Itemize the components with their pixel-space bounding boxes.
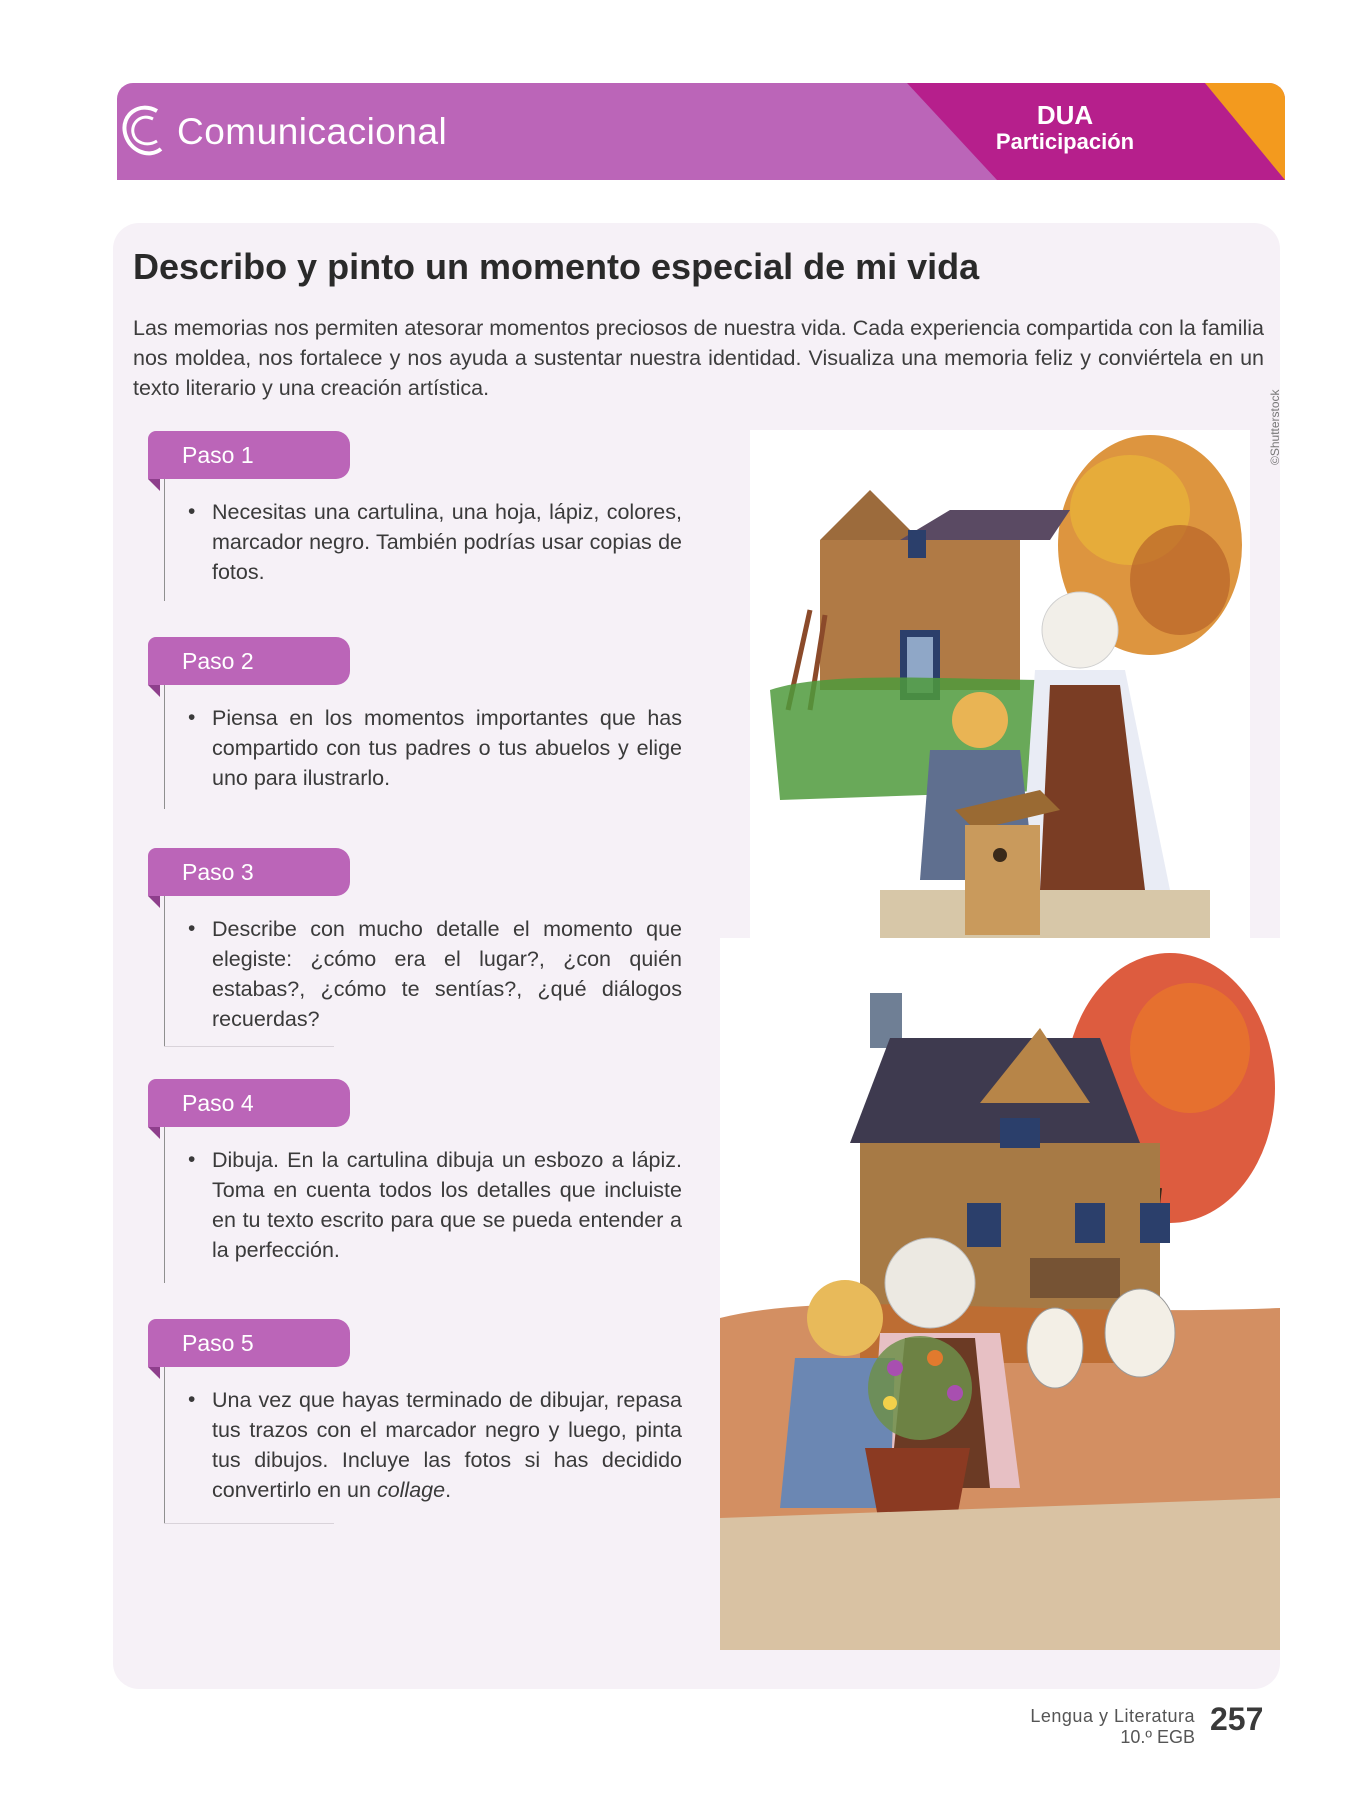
step-4-label: Paso 4 [182, 1090, 254, 1116]
step-rule [164, 896, 165, 1046]
section-banner [117, 83, 1285, 180]
step-bottom-rule [164, 1523, 334, 1524]
bullet-icon: • [188, 1148, 196, 1171]
step-5-list [148, 1385, 683, 1505]
bullet-icon: • [188, 917, 196, 940]
step-1 [148, 431, 683, 587]
tab-fold [148, 896, 160, 908]
bullet-icon: • [188, 1388, 196, 1411]
step-2-item [188, 703, 682, 793]
step-2-label: Paso 2 [182, 648, 254, 674]
step-bottom-rule [164, 1046, 334, 1047]
step-3-list [148, 914, 683, 1034]
step-2-tab [148, 637, 350, 685]
step-5-text: Una vez que hayas terminado de dibujar, repasa tus trazos con el marcador negro y luego, pinta tus dibujos. Incluye las fotos si has decidido convertirlo en un [212, 1388, 682, 1502]
activity-intro: Las memorias nos permiten atesorar momentos preciosos de nuestra vida. Cada experiencia compartida con la familia nos moldea, nos fortalece y nos ayuda a sustentar nuestra identidad. Visualiza una memoria feliz y conviértela en un texto literario y una creación artística. [133, 316, 1264, 400]
step-rule [164, 1127, 165, 1283]
c-swirl-logo-icon [117, 97, 169, 165]
step-5-tab [148, 1319, 350, 1367]
footer-subject: Lengua y Literatura [1030, 1706, 1195, 1726]
step-2 [148, 637, 683, 793]
page-number: 257 [1210, 1701, 1264, 1737]
step-4-tab [148, 1079, 350, 1127]
step-4-text: Dibuja. En la cartulina dibuja un esbozo a lápiz. Toma en cuenta todos los detalles que incluiste en tu texto escrito para que se pueda entender a la perfección. [212, 1148, 682, 1262]
step-4-item [188, 1145, 682, 1265]
step-3-label: Paso 3 [182, 859, 254, 885]
grandfather-child-birdhouse-illustration [750, 430, 1250, 938]
step-5-period: . [445, 1478, 452, 1502]
tab-fold [148, 1367, 160, 1379]
grandmother-child-flowers-illustration [720, 938, 1280, 1650]
step-4-list [148, 1145, 683, 1265]
step-5-item [188, 1385, 682, 1505]
bullet-icon: • [188, 500, 196, 523]
step-4 [148, 1079, 683, 1265]
step-5-italic: collage [376, 1478, 446, 1502]
step-1-item [188, 497, 682, 587]
tab-fold [148, 1127, 160, 1139]
step-rule [164, 685, 165, 809]
bullet-icon: • [188, 706, 196, 729]
activity-title: Describo y pinto un momento especial de mi vida [133, 246, 980, 287]
step-3-item [188, 914, 682, 1034]
tab-fold [148, 685, 160, 697]
step-1-list [148, 497, 683, 587]
step-2-text: Piensa en los momentos importantes que has compartido con tus padres o tus abuelos y elige uno para ilustrarlo. [212, 706, 682, 790]
dua-subtitle: Participación [995, 129, 1135, 154]
step-1-tab [148, 431, 350, 479]
step-2-list [148, 703, 683, 793]
step-rule [164, 479, 165, 601]
step-5 [148, 1319, 683, 1505]
step-rule [164, 1367, 165, 1523]
section-title: Comunicacional [177, 111, 448, 152]
footer-grade: 10.º EGB [1120, 1727, 1195, 1747]
step-3-tab [148, 848, 350, 896]
step-5-label: Paso 5 [182, 1330, 254, 1356]
step-3-text: Describe con mucho detalle el momento que elegiste: ¿cómo era el lugar?, ¿con quién estabas?, ¿cómo te sentías?, ¿qué diálogos recuerdas? [212, 917, 682, 1031]
tab-fold [148, 479, 160, 491]
dua-label: DUA [1036, 100, 1094, 130]
image-credit: ©Shutterstock [1268, 389, 1282, 465]
step-3 [148, 848, 683, 1034]
step-1-label: Paso 1 [182, 442, 254, 468]
dua-badge [985, 101, 1145, 155]
step-1-text: Necesitas una cartulina, una hoja, lápiz, colores, marcador negro. También podrías usar copias de fotos. [212, 500, 682, 584]
